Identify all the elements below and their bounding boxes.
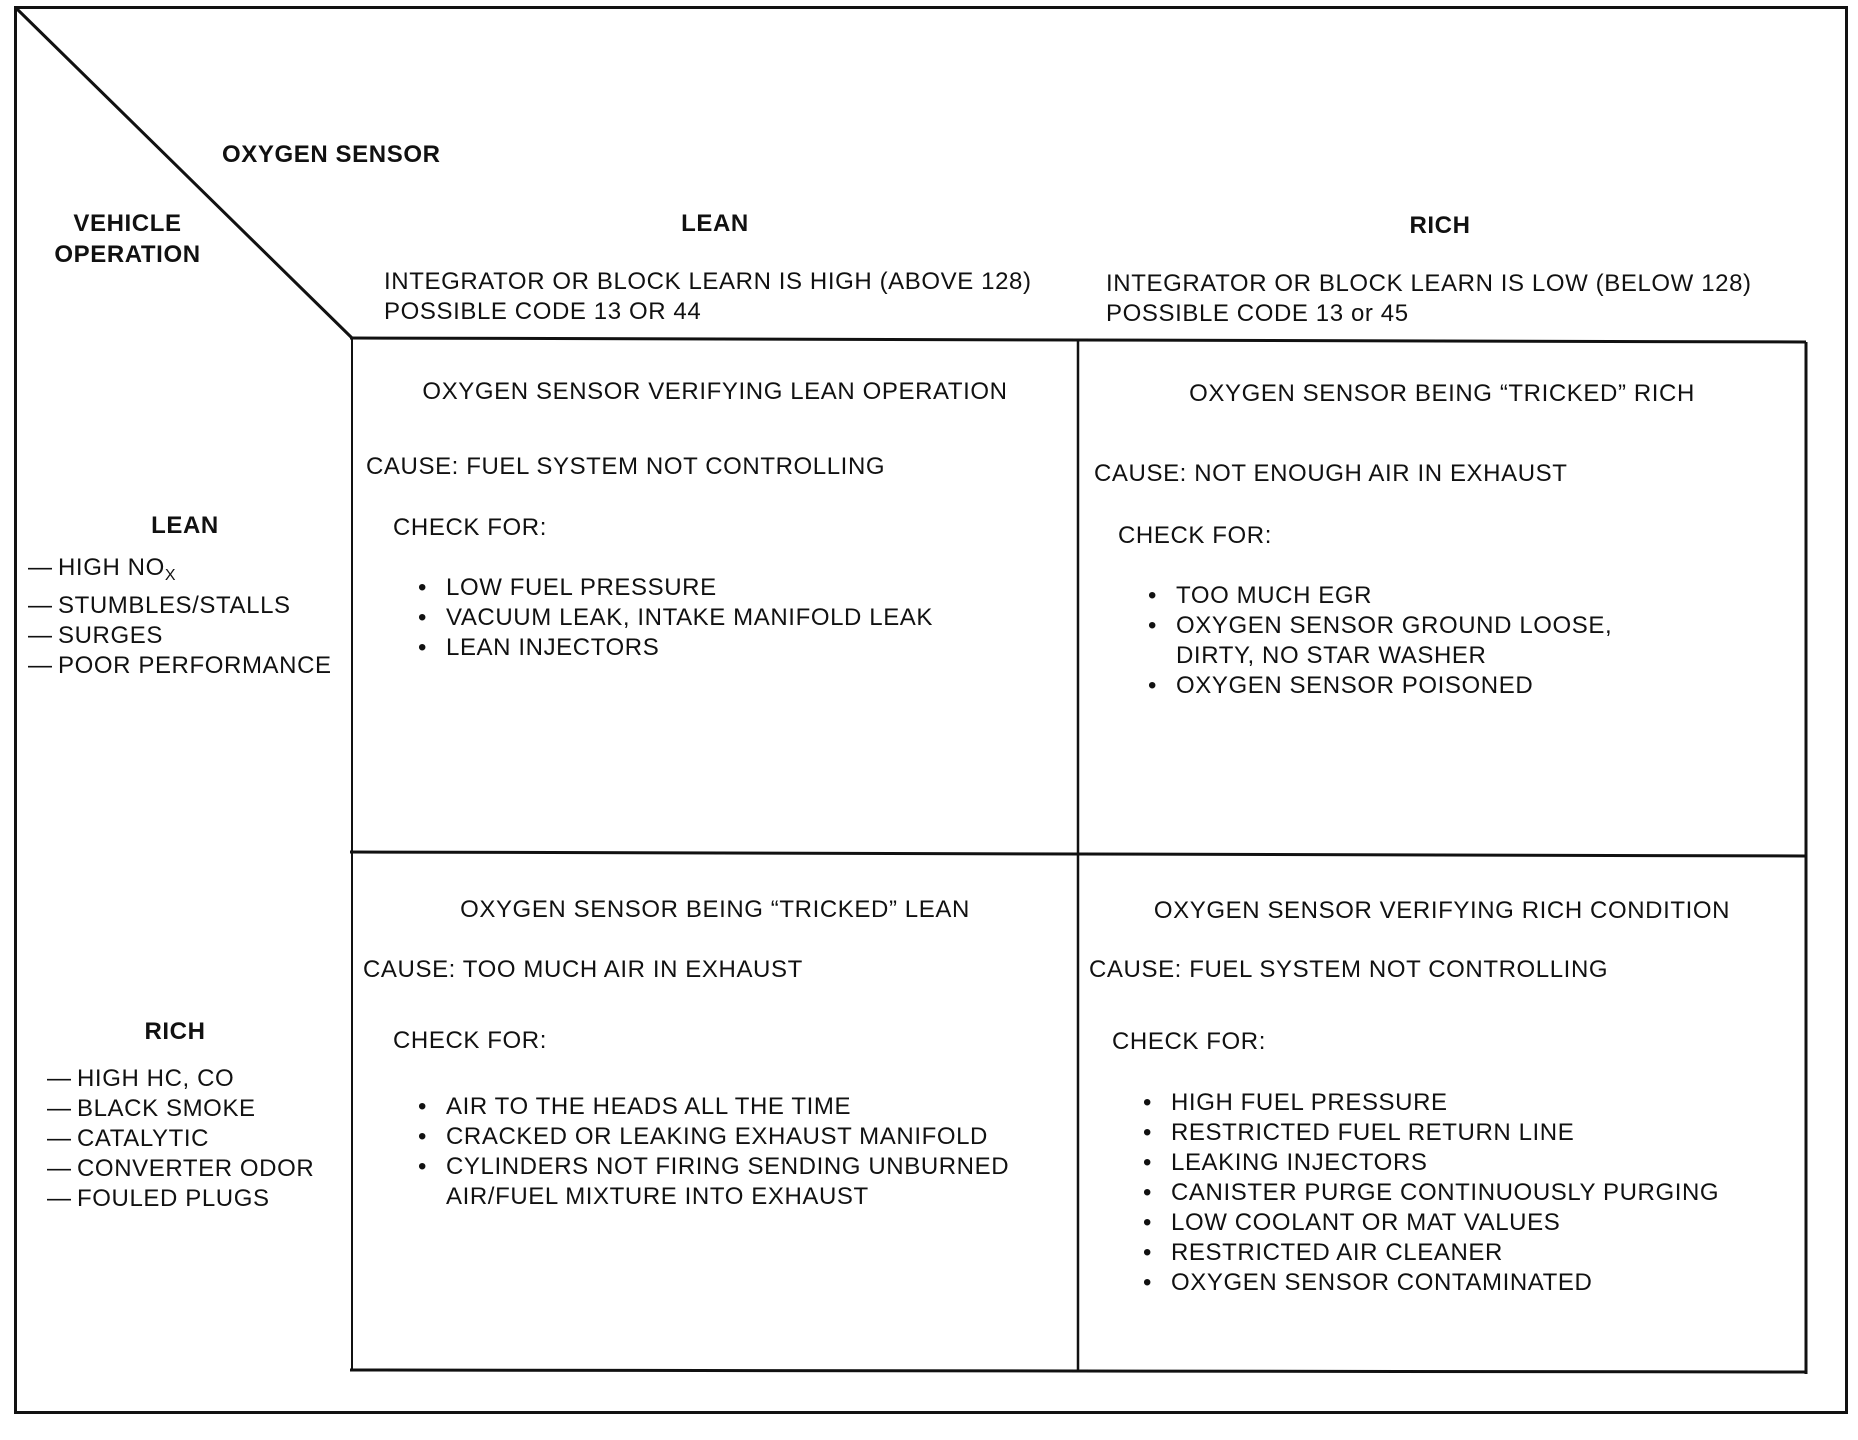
column-rich-line1: INTEGRATOR OR BLOCK LEARN IS LOW (BELOW 128)	[1106, 270, 1752, 297]
list-item: • CRACKED OR LEAKING EXHAUST MANIFOLD	[416, 1122, 1009, 1152]
column-lean-line2: POSSIBLE CODE 13 OR 44	[384, 298, 702, 325]
row-rich-symptom: — CATALYTIC	[47, 1124, 314, 1154]
list-item: • LOW FUEL PRESSURE	[416, 573, 933, 603]
cell-lean-rich-items	[1146, 581, 1612, 701]
cell-rich-lean-items	[416, 1092, 1009, 1212]
row-lean-symptom: — SURGES	[28, 621, 332, 651]
row-heading-rich: RICH	[144, 1018, 206, 1045]
column-rich-line2: POSSIBLE CODE 13 or 45	[1106, 300, 1409, 327]
row-lean-symptom: — HIGH $NO_X$	[28, 553, 332, 591]
list-item: • OXYGEN SENSOR CONTAMINATED	[1141, 1268, 1719, 1298]
row-rich-symptom: — FOULED PLUGS	[47, 1184, 314, 1214]
corner-diagonal	[17, 9, 352, 338]
list-item: • HIGH FUEL PRESSURE	[1141, 1088, 1719, 1118]
list-item: • TOO MUCH EGR	[1146, 581, 1612, 611]
row-rich-symptom: — CONVERTER ODOR	[47, 1154, 314, 1184]
list-item: • LEAKING INJECTORS	[1141, 1148, 1719, 1178]
cell-lean-lean-check-label: CHECK FOR:	[393, 514, 548, 541]
list-item-continuation: DIRTY, NO STAR WASHER	[1176, 642, 1487, 669]
row-rich-symptom: — BLACK SMOKE	[47, 1094, 314, 1124]
list-item: • LOW COOLANT OR MAT VALUES	[1141, 1208, 1719, 1238]
cell-lean-rich-title: OXYGEN SENSOR BEING “TRICKED” RICH	[1189, 380, 1695, 407]
row-heading-lean: LEAN	[151, 512, 219, 539]
list-item-continuation: AIR/FUEL MIXTURE INTO EXHAUST	[446, 1183, 869, 1210]
grid-bottom-line	[350, 1370, 1806, 1372]
cell-rich-rich-items	[1141, 1088, 1719, 1298]
list-item: • AIR TO THE HEADS ALL THE TIME	[416, 1092, 1009, 1122]
list-item: • OXYGEN SENSOR GROUND LOOSE,	[1146, 611, 1612, 641]
row-lean-symptoms	[28, 553, 332, 681]
column-heading-lean: LEAN	[681, 210, 749, 237]
cell-rich-lean-title: OXYGEN SENSOR BEING “TRICKED” LEAN	[460, 896, 970, 923]
list-item: • CANISTER PURGE CONTINUOUSLY PURGING	[1141, 1178, 1719, 1208]
column-heading-rich: RICH	[1409, 212, 1471, 239]
cell-lean-lean-cause: CAUSE: FUEL SYSTEM NOT CONTROLLING	[366, 453, 886, 480]
list-item: • CYLINDERS NOT FIRING SENDING UNBURNED	[416, 1152, 1009, 1182]
row-lean-symptom: — POOR PERFORMANCE	[28, 651, 332, 681]
cell-lean-lean-title: OXYGEN SENSOR VERIFYING LEAN OPERATION	[422, 378, 1008, 405]
vehicle-operation-line2: OPERATION	[54, 241, 201, 268]
vehicle-operation-line1: VEHICLE	[73, 210, 182, 237]
cell-lean-rich-cause: CAUSE: NOT ENOUGH AIR IN EXHAUST	[1094, 460, 1568, 487]
grid-middle-horizontal	[350, 852, 1806, 856]
list-item: • RESTRICTED AIR CLEANER	[1141, 1238, 1719, 1268]
row-lean-symptom: — STUMBLES/STALLS	[28, 591, 332, 621]
row-rich-symptom: — HIGH HC, CO	[47, 1064, 314, 1094]
cell-rich-rich-title: OXYGEN SENSOR VERIFYING RICH CONDITION	[1153, 897, 1731, 924]
list-item: • RESTRICTED FUEL RETURN LINE	[1141, 1118, 1719, 1148]
cell-rich-lean-cause: CAUSE: TOO MUCH AIR IN EXHAUST	[363, 956, 803, 983]
row-rich-symptoms	[47, 1064, 314, 1214]
cell-lean-rich-check-label: CHECK FOR:	[1118, 522, 1273, 549]
cell-lean-lean-items	[416, 573, 933, 663]
list-item: • VACUUM LEAK, INTAKE MANIFOLD LEAK	[416, 603, 933, 633]
column-lean-line1: INTEGRATOR OR BLOCK LEARN IS HIGH (ABOVE 128)	[384, 268, 1032, 295]
list-item: • OXYGEN SENSOR POISONED	[1146, 671, 1612, 701]
vehicle-operation-axis-label	[40, 208, 215, 270]
list-item: • LEAN INJECTORS	[416, 633, 933, 663]
cell-rich-rich-cause: CAUSE: FUEL SYSTEM NOT CONTROLLING	[1089, 956, 1609, 983]
cell-rich-lean-check-label: CHECK FOR:	[393, 1027, 548, 1054]
oxygen-sensor-axis-label: OXYGEN SENSOR	[222, 141, 441, 168]
cell-rich-rich-check-label: CHECK FOR:	[1112, 1028, 1267, 1055]
